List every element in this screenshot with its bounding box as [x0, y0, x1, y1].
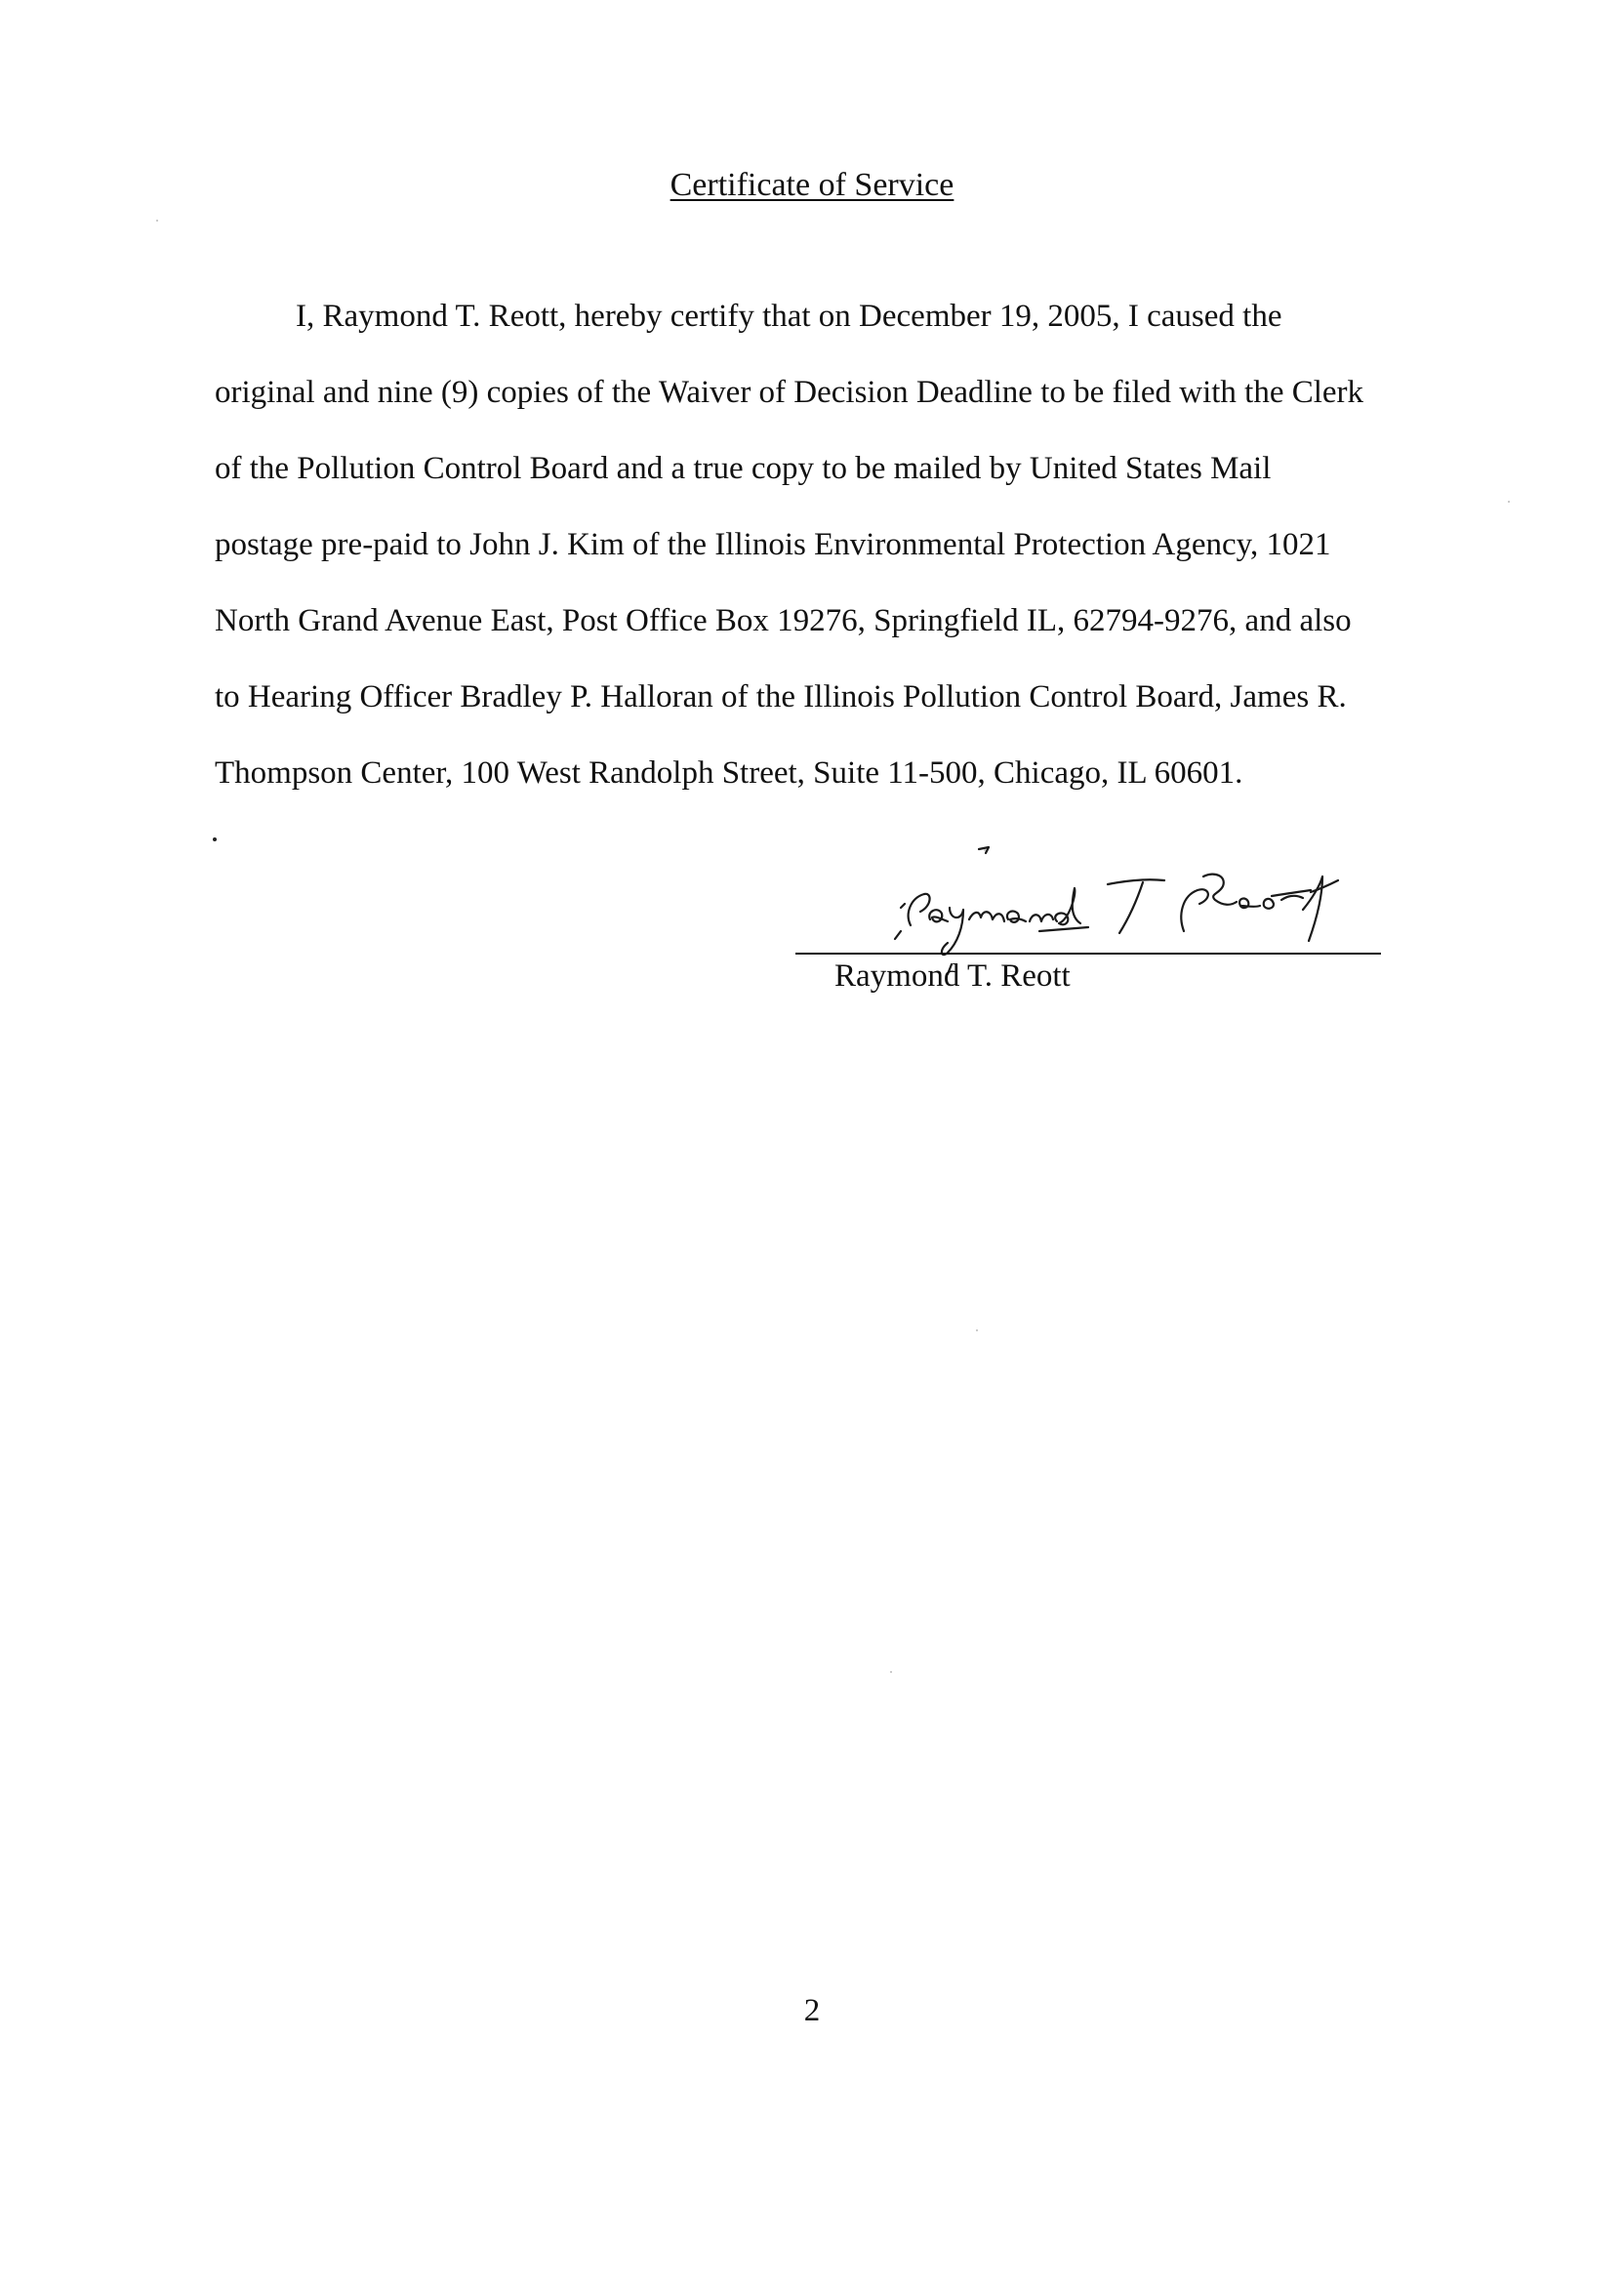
- certificate-body: [215, 278, 1425, 811]
- scan-speck: [976, 1329, 978, 1331]
- scan-speck: [984, 849, 986, 851]
- scan-speck: [156, 220, 158, 222]
- page-number: 2: [803, 1993, 821, 2028]
- signature-line: [795, 953, 1381, 955]
- body-line-1: I, Raymond T. Reott, hereby certify that on December 19, 2005, I caused the: [296, 299, 1282, 334]
- scan-speck: [1508, 501, 1510, 503]
- body-line-4: postage pre-paid to John J. Kim of the Illinois Environmental Protection Agency, 1021: [215, 527, 1331, 562]
- document-title: Certificate of Service: [670, 167, 954, 203]
- body-line-2: original and nine (9) copies of the Waiver of Decision Deadline to be filed with the Clerk: [215, 375, 1364, 410]
- scan-speck: [890, 1671, 892, 1673]
- body-line-3: of the Pollution Control Board and a true copy to be mailed by United States Mail: [215, 451, 1272, 486]
- stray-mark: [213, 837, 217, 841]
- body-line-7: Thompson Center, 100 West Randolph Street, Suite 11-500, Chicago, IL 60601.: [215, 755, 1243, 791]
- printed-signer-name: Raymond T. Reott: [834, 958, 1071, 994]
- body-line-6: to Hearing Officer Bradley P. Halloran of the Illinois Pollution Control Board, James R.: [215, 679, 1347, 714]
- body-line-5: North Grand Avenue East, Post Office Box 19276, Springfield IL, 62794-9276, and also: [215, 603, 1352, 638]
- signature-block: [795, 837, 1420, 1013]
